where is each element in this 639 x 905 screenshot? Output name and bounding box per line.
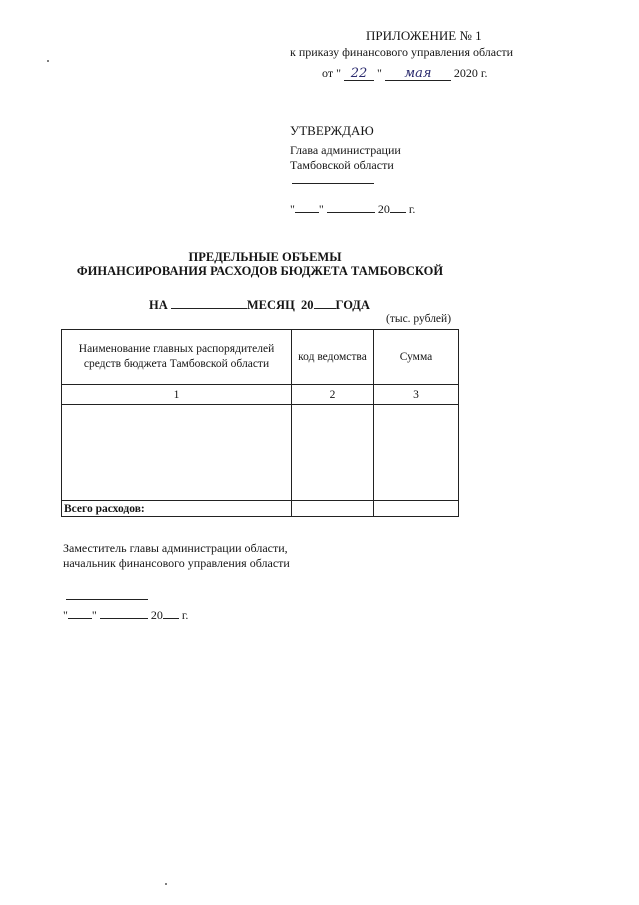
- table-cell: [374, 405, 459, 501]
- signatory-date-year-blank: [163, 607, 179, 619]
- document-title-line2: ФИНАНСИРОВАНИЯ РАСХОДОВ БЮДЖЕТА ТАМБОВСКОЙ: [76, 264, 444, 278]
- approval-date-year-blank: [390, 201, 406, 213]
- header-recipients-label: Наименование главных распорядителей средств бюджета Тамбовской области: [78, 343, 275, 370]
- appendix-date-prefix: от ": [322, 66, 341, 80]
- approval-date-line: [290, 201, 415, 217]
- period-year-prefix: 20: [301, 298, 314, 312]
- header-department-code: код ведомства: [292, 330, 374, 385]
- approval-date-suffix: г.: [408, 202, 416, 216]
- period-prefix: НА: [149, 298, 168, 312]
- table-cell: [62, 405, 292, 501]
- approval-date-year: 20: [377, 202, 390, 216]
- period-year-blank: [314, 297, 336, 309]
- appendix-date-year: 2020 г.: [453, 66, 488, 80]
- header-recipients: [62, 330, 292, 385]
- approval-date-quote-open: ": [290, 202, 295, 216]
- limits-table: [61, 329, 459, 517]
- appendix-title: ПРИЛОЖЕНИЕ № 1: [366, 28, 482, 43]
- signatory-date-quote-close: ": [91, 608, 97, 622]
- table-header-row: [62, 330, 459, 385]
- period-suffix: ГОДА: [335, 298, 370, 312]
- total-amount: [374, 501, 459, 517]
- signatory-date-suffix: г.: [181, 608, 189, 622]
- document-period-line: [149, 297, 370, 313]
- approval-date-quote-close: ": [318, 202, 324, 216]
- column-number-1: 1: [62, 385, 292, 405]
- appendix-date-quote: ": [376, 66, 382, 80]
- appendix-date-day: 22: [344, 67, 374, 81]
- signatory-date-month-blank: [100, 607, 148, 619]
- table-total-row: [62, 501, 459, 517]
- table-cell: [292, 405, 374, 501]
- signatory-date-line: [63, 607, 188, 623]
- approval-position-line1: Глава администрации: [290, 143, 401, 157]
- appendix-date: [322, 66, 487, 81]
- scan-speck: [47, 60, 49, 62]
- appendix-order-reference: к приказу финансового управления области: [290, 45, 514, 59]
- column-number-3: 3: [374, 385, 459, 405]
- approval-date-day-blank: [295, 201, 319, 213]
- header-amount: Сумма: [374, 330, 459, 385]
- approval-date-month-blank: [327, 201, 375, 213]
- table-row: [62, 385, 459, 405]
- signatory-date-quote-open: ": [63, 608, 68, 622]
- table-row: [62, 405, 459, 501]
- signatory-position-line1: Заместитель главы администрации области,: [63, 541, 288, 555]
- units-label: (тыс. рублей): [386, 313, 452, 325]
- approval-position-line2: Тамбовской области: [290, 158, 394, 172]
- signatory-date-year: 20: [150, 608, 163, 622]
- appendix-date-month: мая: [385, 67, 451, 81]
- approval-signature-line: [292, 183, 374, 184]
- document-title-line1: ПРЕДЕЛЬНЫЕ ОБЪЕМЫ: [188, 250, 342, 264]
- total-department-code: [292, 501, 374, 517]
- scan-speck: [165, 883, 167, 885]
- approval-title: УТВЕРЖДАЮ: [290, 123, 374, 138]
- column-number-2: 2: [292, 385, 374, 405]
- signatory-signature-line: [66, 599, 148, 600]
- period-month-label: МЕСЯЦ: [246, 298, 295, 312]
- period-month-blank: [171, 297, 247, 309]
- signatory-position-line2: начальник финансового управления области: [63, 556, 290, 570]
- signatory-date-day-blank: [68, 607, 92, 619]
- total-label: Всего расходов:: [62, 501, 292, 517]
